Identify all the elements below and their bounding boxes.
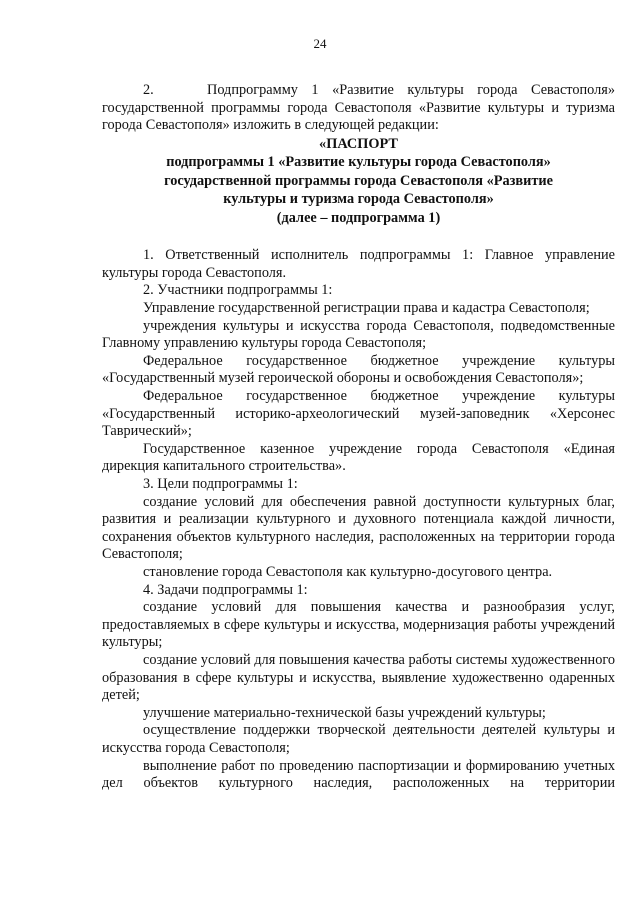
title-line: (далее – подпрограмма 1)	[276, 209, 441, 226]
spacer	[102, 227, 615, 247]
document-body	[102, 82, 615, 793]
goal-item: становление города Севастополя как культурно-досугового центра.	[143, 563, 553, 580]
task-item: создание условий для повышения качества и разнообразия услуг, предоставляемых в сфере культуры и искусства, модернизация работы учреждений культуры;	[102, 599, 615, 651]
title-line: культуры и туризма города Севастополя»	[223, 191, 494, 208]
task-item: выполнение работ по проведению паспортизации и формированию учетных дел объектов культурного наследия, расположенных на территории	[102, 757, 615, 792]
participant-item: учреждения культуры и искусства города Севастополя, подведомственные Главному управлению культуры города Севастополя;	[102, 317, 615, 352]
task-item: создание условий для повышения качества работы системы художественного образования в сфере культуры и искусства, выявление художественно одаренных детей;	[102, 651, 615, 704]
passport-title	[102, 135, 615, 228]
page-number: 24	[313, 36, 327, 51]
title-line: государственной программы города Севастополя «Развитие	[164, 172, 553, 189]
goal-item: создание условий для обеспечения равной доступности культурных благ, развития и реализации культурного и духовного потенциала каждой личности, сохранения объектов культурного наследия, расположенных на территории города Севастополя;	[102, 493, 615, 563]
participant-item: Федеральное государственное бюджетное учреждение культуры «Государственный историко-археологический музей-заповедник «Херсонес Таврический»;	[102, 388, 615, 440]
task-item: осуществление поддержки творческой деятельности деятелей культуры и искусства города Севастополя;	[102, 722, 615, 756]
intro-item-number: 2.	[143, 82, 154, 98]
participant-item: Федеральное государственное бюджетное учреждение культуры «Государственный музей героической обороны и освобождения Севастополя»;	[102, 352, 615, 387]
heading-tasks: 4. Задачи подпрограммы 1:	[143, 581, 308, 598]
heading-participants: 2. Участники подпрограммы 1:	[143, 282, 333, 299]
paragraph-responsible-executor: 1. Ответственный исполнитель подпрограммы 1: Главное управление культуры города Севастополя.	[102, 247, 615, 281]
title-line: подпрограммы 1 «Развитие культуры города Севастополя»	[166, 154, 551, 171]
task-item: улучшение материально-технической базы учреждений культуры;	[143, 704, 546, 721]
participant-item: Государственное казенное учреждение города Севастополя «Единая дирекция капитального строительства».	[102, 440, 615, 475]
participant-item: Управление государственной регистрации права и кадастра Севастополя;	[143, 300, 590, 317]
intro-text: Подпрограмму 1 «Развитие культуры города Севастополя» государственной программы города Севастополя «Развитие культуры и туризма города Севастополя» изложить в следующей редакции:	[102, 82, 615, 134]
intro-paragraph	[102, 82, 615, 135]
heading-goals: 3. Цели подпрограммы 1:	[143, 476, 298, 492]
title-line: «ПАСПОРТ	[319, 135, 398, 152]
